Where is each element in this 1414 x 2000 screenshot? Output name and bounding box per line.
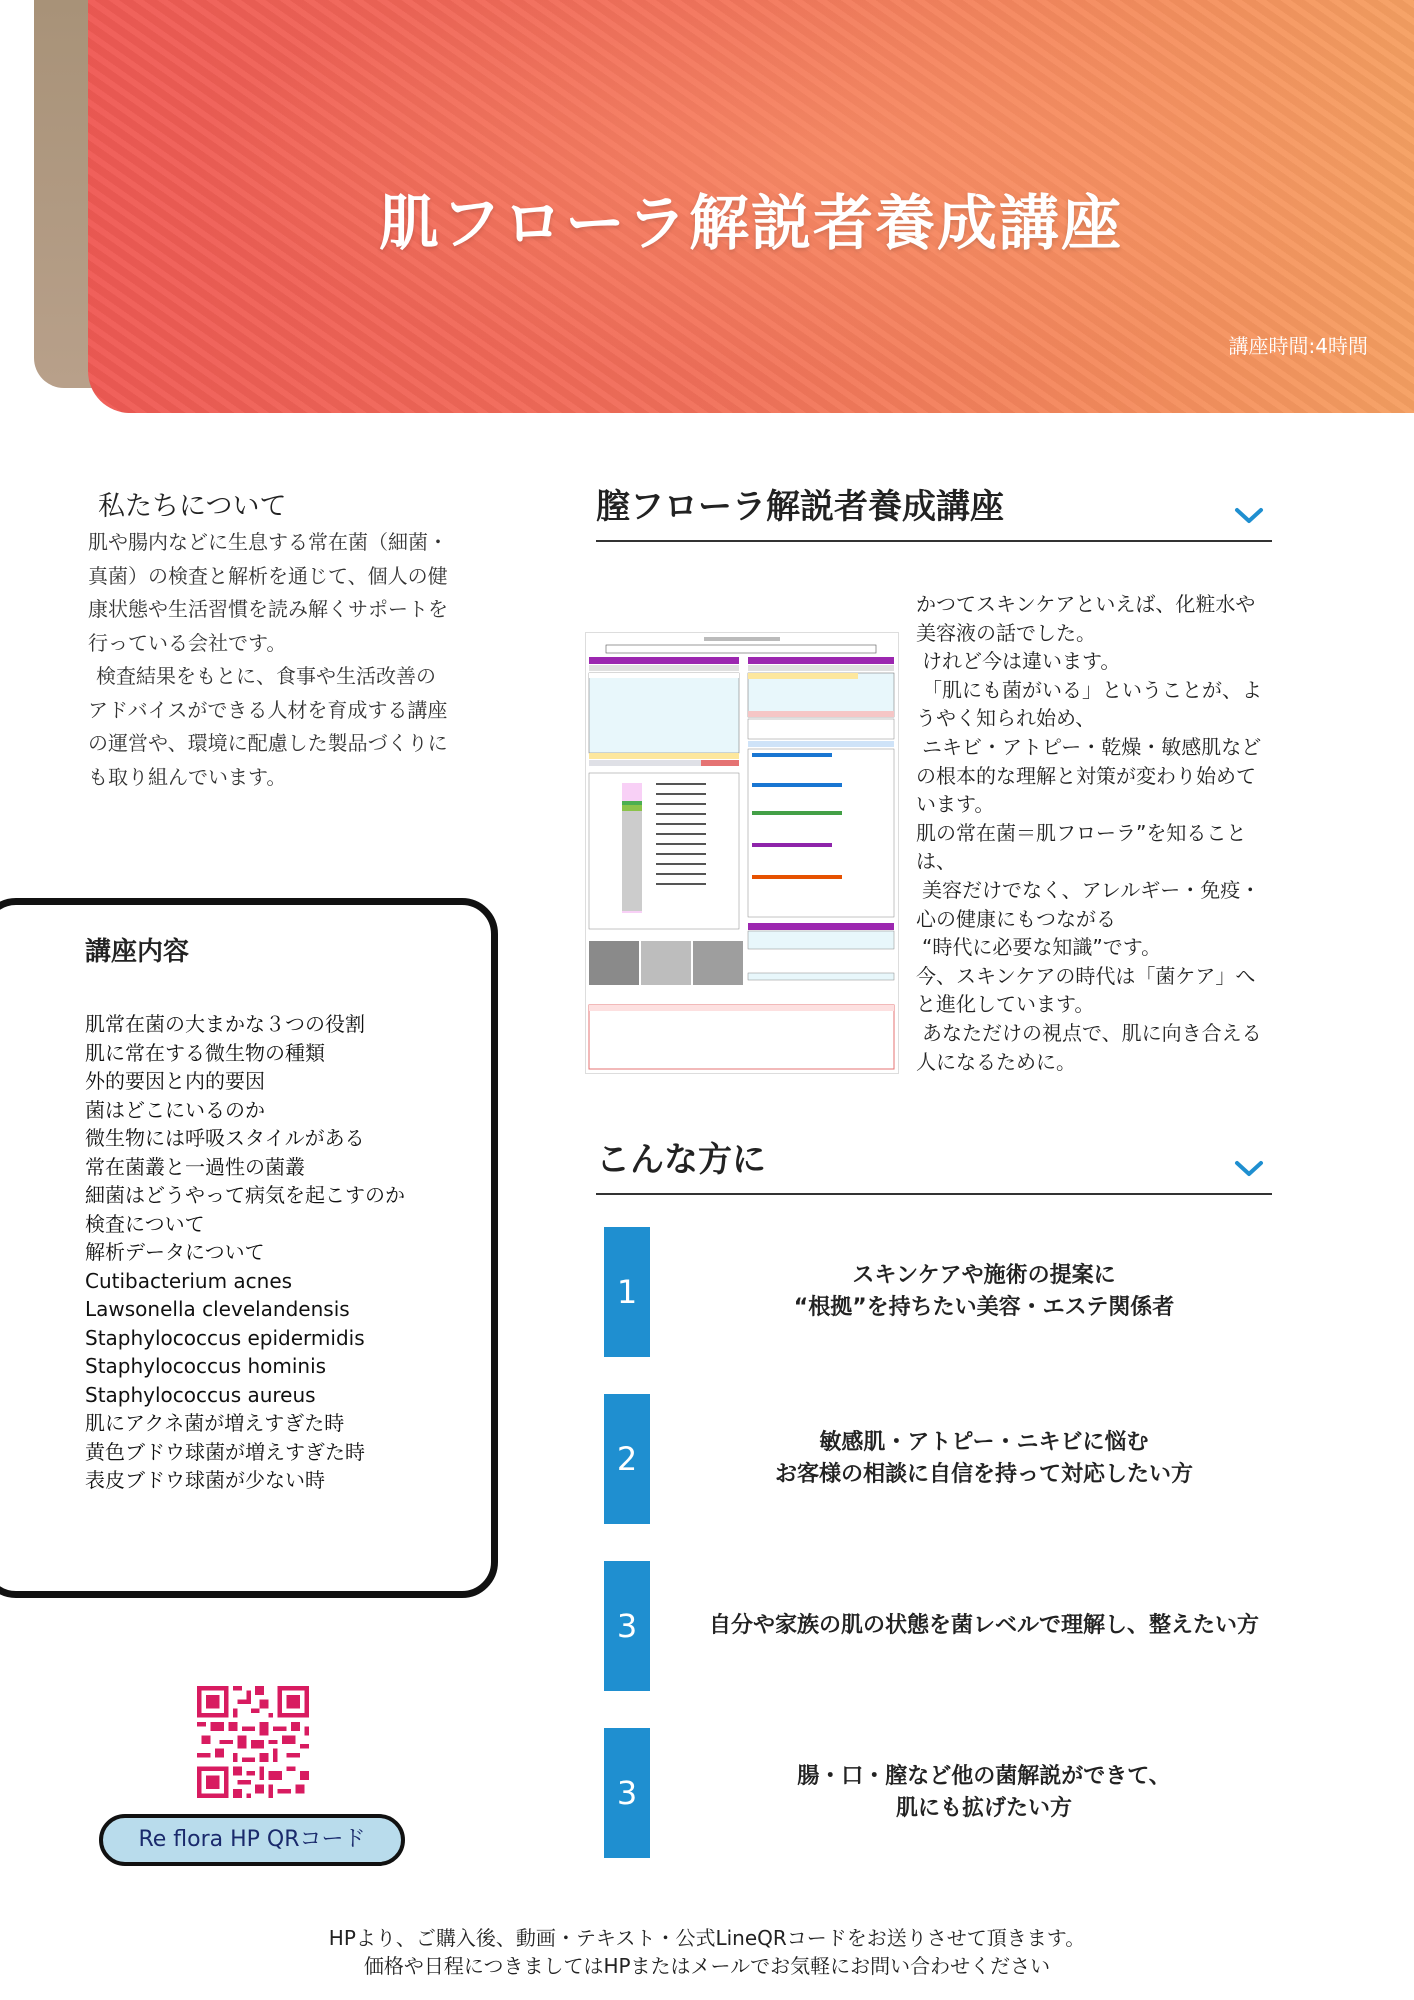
target-number: 2 xyxy=(604,1394,650,1524)
target-number: 1 xyxy=(604,1227,650,1357)
course-item: 外的要因と内的要因 xyxy=(85,1069,265,1093)
intro-text xyxy=(916,590,1262,1076)
target-text: スキンケアや施術の提案に “根拠”を持ちたい美容・エステ関係者 xyxy=(793,1263,1175,1320)
course-item: 肌に常在する微生物の種類 xyxy=(85,1040,325,1065)
analysis-report-image xyxy=(585,632,899,1074)
chevron-down-icon[interactable] xyxy=(1234,1159,1264,1179)
intro-line: けれど今は違います。 xyxy=(922,649,1121,674)
about-title: 私たちについて xyxy=(98,491,287,522)
footer-line: HPより、ご購入後、動画・テキスト・公式LineQRコードをお送りさせて頂きます。 xyxy=(328,1926,1086,1950)
qr-code-button[interactable]: Re flora HP QRコード xyxy=(99,1814,405,1866)
section-heading-label: こんな方に xyxy=(596,1140,766,1180)
course-item: Staphylococcus epidermidis xyxy=(85,1325,365,1350)
course-item: 黄色ブドウ球菌が増えすぎた時 xyxy=(85,1439,365,1464)
about-paragraph: 肌や腸内などに生息する常在菌（細菌・真菌）の検査と解析を通じて、個人の健康状態や生活習慣を読み解くサポートを行っている会社です。 xyxy=(88,530,448,655)
section-heading-label: 膣フローラ解説者養成講座 xyxy=(596,487,1004,527)
course-item: Lawsonella clevelandensis xyxy=(85,1297,350,1321)
course-duration: 講座時間:4時間 xyxy=(1228,334,1368,358)
course-item: 常在菌叢と一過性の菌叢 xyxy=(85,1154,305,1179)
course-item: 細菌はどうやって病気を起こすのか xyxy=(85,1183,405,1207)
course-item: 微生物には呼吸スタイルがある xyxy=(85,1126,365,1150)
section-heading-targets[interactable] xyxy=(596,1141,1272,1195)
qr-code[interactable] xyxy=(197,1686,309,1798)
intro-line: “時代に必要な知識”です。 xyxy=(922,935,1162,960)
intro-line: 「肌にも菌がいる」ということが、ようやく知られ始め、 xyxy=(916,677,1262,731)
course-item: 肌常在菌の大まかな３つの役割 xyxy=(85,1012,365,1036)
chevron-down-icon[interactable] xyxy=(1234,506,1264,526)
intro-line: 美容だけでなく、アレルギー・免疫・心の健康にもつながる xyxy=(916,877,1261,931)
target-text: 敏感肌・アトピー・ニキビに悩む お客様の相談に自信を持って対応したい方 xyxy=(774,1430,1193,1487)
hero-banner xyxy=(88,0,1414,413)
intro-line: あなただけの視点で、肌に向き合える人になるために。 xyxy=(916,1020,1262,1074)
target-text: 自分や家族の肌の状態を菌レベルで理解し、整えたい方 xyxy=(708,1613,1259,1638)
target-number: 3 xyxy=(604,1728,650,1858)
target-item xyxy=(604,1561,1284,1691)
section-heading-course[interactable] xyxy=(596,488,1272,542)
footer-note xyxy=(0,1924,1414,1980)
about-body xyxy=(88,526,454,794)
intro-line: ニキビ・アトピー・乾燥・敏感肌などの根本的な理解と対策が変わり始めています。 xyxy=(916,734,1262,817)
target-item xyxy=(604,1227,1284,1357)
intro-line: かつてスキンケアといえば、化粧水や美容液の話でした。 xyxy=(916,592,1256,645)
course-item: 肌にアクネ菌が増えすぎた時 xyxy=(85,1411,345,1435)
footer-line: 価格や日程につきましてはHPまたはメールでお気軽にお問い合わせください xyxy=(363,1954,1051,1978)
course-item: Staphylococcus aureus xyxy=(85,1382,316,1407)
target-number: 3 xyxy=(604,1561,650,1691)
course-item: 菌はどこにいるのか xyxy=(85,1097,265,1122)
intro-line: 今、スキンケアの時代は「菌ケア」へと進化しています。 xyxy=(916,963,1256,1017)
target-text: 腸・口・膣など他の菌解説ができて、 肌にも拡げたい方 xyxy=(797,1764,1171,1821)
course-content-list xyxy=(85,1010,405,1495)
page-title: 肌フローラ解説者養成講座 xyxy=(379,189,1123,259)
intro-line: 肌の常在菌＝肌フローラ”を知ることは、 xyxy=(916,820,1247,874)
course-content-title: 講座内容 xyxy=(85,937,190,967)
course-item: 解析データについて xyxy=(85,1240,265,1264)
target-item xyxy=(604,1728,1284,1858)
about-paragraph: 検査結果をもとに、食事や生活改善のアドバイスができる人材を育成する講座の運営や、環境に配慮した製品づくりにも取り組んでいます。 xyxy=(88,664,448,789)
course-item: Staphylococcus hominis xyxy=(85,1354,327,1378)
course-item: 検査について xyxy=(85,1211,205,1236)
target-item xyxy=(604,1394,1284,1524)
course-item: 表皮ブドウ球菌が少ない時 xyxy=(85,1468,325,1492)
course-item: Cutibacterium acnes xyxy=(85,1268,293,1293)
